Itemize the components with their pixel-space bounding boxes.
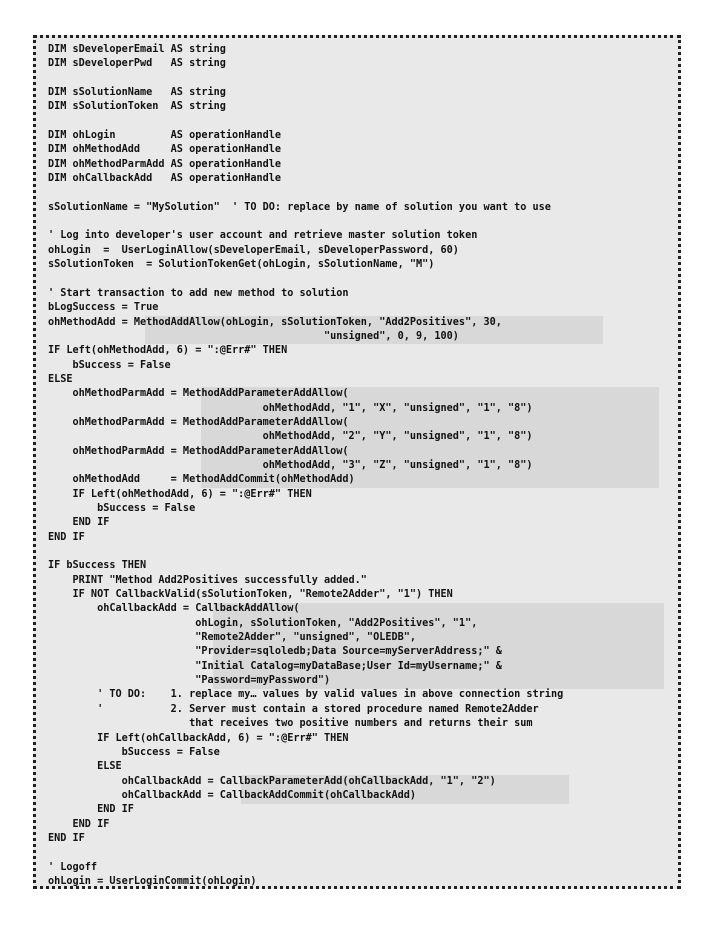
code-line <box>48 502 674 516</box>
code-line <box>48 846 674 860</box>
code-line <box>48 818 674 832</box>
code-line <box>48 172 674 186</box>
code-line <box>48 129 674 143</box>
code-line <box>48 445 674 459</box>
code-line-text: bSuccess = False <box>48 359 171 371</box>
code-line <box>48 402 674 416</box>
code-line <box>48 387 674 401</box>
code-line-text: "Provider=sqloledb;Data Source=myServerAddress;" & <box>48 646 502 658</box>
code-line-text: ohMethodAdd, "2", "Y", "unsigned", "1", "8") <box>48 431 533 443</box>
code-line <box>48 760 674 774</box>
code-line <box>48 316 674 330</box>
code-line-text: IF bSuccess THEN <box>48 560 147 572</box>
code-line-text: DIM sSolutionToken AS string <box>48 101 226 113</box>
code-line <box>48 215 674 229</box>
code-line <box>48 86 674 100</box>
code-line <box>48 359 674 373</box>
code-line-text: ' TO DO: 1. replace my… values by valid values in above connection string <box>48 689 564 701</box>
code-line-text: END IF <box>48 818 110 830</box>
code-line-text: ohCallbackAdd = CallbackAddAllow( <box>48 603 300 615</box>
code-line <box>48 488 674 502</box>
code-line <box>48 301 674 315</box>
code-line <box>48 717 674 731</box>
code-line-text: DIM sSolutionName AS string <box>48 87 226 99</box>
code-line-text: bSuccess = False <box>48 503 196 514</box>
code-line <box>48 574 674 588</box>
code-line-text: ohMethodAdd = MethodAddCommit(ohMethodAdd) <box>48 474 355 486</box>
code-line <box>48 473 674 487</box>
code-line <box>48 516 674 530</box>
code-line <box>48 229 674 243</box>
code-line <box>48 660 674 674</box>
code-line <box>48 803 674 817</box>
code-line-text: DIM sDeveloperEmail AS string <box>48 44 226 55</box>
code-line <box>48 258 674 272</box>
code-listing <box>48 43 674 889</box>
code-line <box>48 775 674 789</box>
code-line-text: ohMethodParmAdd = MethodAddParameterAddAllow( <box>48 388 349 400</box>
code-line-text: ' 2. Server must contain a stored procedure named Remote2Adder <box>48 703 539 715</box>
code-line-text: IF Left(ohMethodAdd, 6) = ":@Err#" THEN <box>48 488 312 500</box>
code-line-text: ohLogin = UserLoginCommit(ohLogin) <box>48 875 257 887</box>
code-line <box>48 789 674 803</box>
code-line-text: ohMethodAdd, "1", "X", "unsigned", "1", "8") <box>48 402 533 414</box>
code-line-text: DIM ohMethodParmAdd AS operationHandle <box>48 158 282 170</box>
code-line <box>48 201 674 215</box>
code-line <box>48 832 674 846</box>
code-line-text: sSolutionToken = SolutionTokenGet(ohLogin, sSolutionName, "M") <box>48 259 435 271</box>
code-line-text: DIM ohLogin AS operationHandle <box>48 130 282 142</box>
code-line-text: ELSE <box>48 761 122 773</box>
code-line <box>48 875 674 889</box>
code-line-text: ohLogin = UserLoginAllow(sDeveloperEmail, sDeveloperPassword, 60) <box>48 244 459 256</box>
code-line <box>48 674 674 688</box>
code-line-text: END IF <box>48 517 110 529</box>
code-line <box>48 617 674 631</box>
code-line <box>48 559 674 573</box>
code-line-text: ohMethodAdd, "3", "Z", "unsigned", "1", "8") <box>48 459 533 471</box>
code-line-text: END IF <box>48 804 134 816</box>
code-line <box>48 330 674 344</box>
code-line <box>48 115 674 129</box>
code-line <box>48 545 674 559</box>
code-line-text: ELSE <box>48 373 73 385</box>
code-line-text: ohCallbackAdd = CallbackParameterAdd(ohCallbackAdd, "1", "2") <box>48 775 496 787</box>
code-line <box>48 43 674 57</box>
code-line <box>48 703 674 717</box>
code-line <box>48 861 674 875</box>
code-line-text: END IF <box>48 832 85 844</box>
code-line <box>48 244 674 258</box>
code-line-text: IF NOT CallbackValid(sSolutionToken, "Remote2Adder", "1") THEN <box>48 589 453 601</box>
code-line <box>48 287 674 301</box>
code-line <box>48 416 674 430</box>
code-line <box>48 57 674 71</box>
code-line <box>48 430 674 444</box>
code-line-text: ' Logoff <box>48 861 98 873</box>
code-line-text: IF Left(ohMethodAdd, 6) = ":@Err#" THEN <box>48 345 288 357</box>
code-line-text: ohMethodAdd = MethodAddAllow(ohLogin, sSolutionToken, "Add2Positives", 30, <box>48 316 502 328</box>
code-line <box>48 186 674 200</box>
code-line-text: ohMethodParmAdd = MethodAddParameterAddAllow( <box>48 416 349 428</box>
code-line <box>48 732 674 746</box>
code-line-text: "Remote2Adder", "unsigned", "OLEDB", <box>48 632 417 644</box>
code-line <box>48 158 674 172</box>
code-line-text: DIM ohMethodAdd AS operationHandle <box>48 144 282 156</box>
code-line-text: IF Left(ohCallbackAdd, 6) = ":@Err#" THEN <box>48 732 349 744</box>
code-line-text: that receives two positive numbers and returns their sum <box>48 718 533 730</box>
code-line-text: sSolutionName = "MySolution" ' TO DO: replace by name of solution you want to use <box>48 201 551 213</box>
code-line-text: "unsigned", 0, 9, 100) <box>48 330 459 342</box>
code-line <box>48 746 674 760</box>
code-line-text: END IF <box>48 531 85 543</box>
code-line-text: DIM ohCallbackAdd AS operationHandle <box>48 173 282 185</box>
code-line-text: ohCallbackAdd = CallbackAddCommit(ohCallbackAdd) <box>48 789 417 801</box>
code-line <box>48 459 674 473</box>
code-line <box>48 531 674 545</box>
code-line <box>48 602 674 616</box>
code-line-text: ' Log into developer's user account and retrieve master solution token <box>48 230 478 242</box>
code-line <box>48 273 674 287</box>
code-line <box>48 373 674 387</box>
code-line-text: "Password=myPassword") <box>48 675 331 687</box>
code-line-text: PRINT "Method Add2Positives successfully added." <box>48 574 367 586</box>
code-line-text: bSuccess = False <box>48 746 220 758</box>
code-line-text: ohLogin, sSolutionToken, "Add2Positives", "1", <box>48 617 478 629</box>
code-line <box>48 588 674 602</box>
code-line-text: ' Start transaction to add new method to solution <box>48 287 349 299</box>
code-line-text: "Initial Catalog=myDataBase;User Id=myUsername;" & <box>48 660 502 672</box>
code-line-text: bLogSuccess = True <box>48 302 159 314</box>
code-line <box>48 344 674 358</box>
code-line-text: ohMethodParmAdd = MethodAddParameterAddAllow( <box>48 445 349 457</box>
code-line <box>48 143 674 157</box>
code-line <box>48 631 674 645</box>
code-line <box>48 100 674 114</box>
code-line <box>48 645 674 659</box>
code-line <box>48 688 674 702</box>
code-listing-box <box>33 35 681 889</box>
code-line-text: DIM sDeveloperPwd AS string <box>48 58 226 70</box>
code-line <box>48 72 674 86</box>
